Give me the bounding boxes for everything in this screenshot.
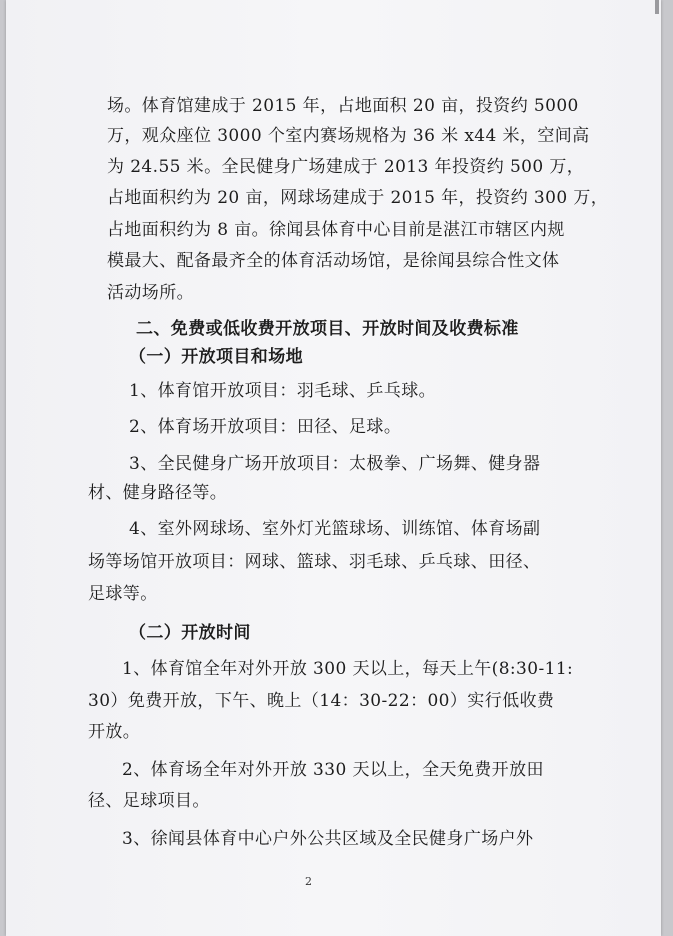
- time-item-2-line-2: 径、足球项目。: [88, 791, 210, 811]
- subsection-heading-2: （二）开放时间: [129, 623, 251, 643]
- time-item-3-line-1: 3、徐闻县体育中心户外公共区域及全民健身广场户外: [122, 829, 534, 849]
- subsection-heading-1: （一）开放项目和场地: [129, 347, 303, 367]
- time-item-1-line-1: 1、体育馆全年对外开放 300 天以上，每天上午(8:30-11:: [122, 659, 574, 679]
- list-item-4-line-2: 场等场馆开放项目：网球、篮球、羽毛球、乒乓球、田径、: [88, 552, 541, 572]
- list-item-4-line-3: 足球等。: [88, 584, 158, 604]
- list-item-3-line-2: 材、健身路径等。: [88, 483, 228, 503]
- list-item-2: 2、体育场开放项目：田径、足球。: [129, 417, 402, 437]
- body-line-7: 活动场所。: [107, 283, 194, 303]
- time-item-2-line-1: 2、体育场全年对外开放 330 天以上，全天免费开放田: [122, 760, 544, 780]
- time-item-1-line-2: 30）免费开放，下午、晚上（14：30-22：00）实行低收费: [88, 691, 555, 711]
- time-item-1-line-3: 开放。: [88, 722, 141, 742]
- body-line-2: 万，观众座位 3000 个室内赛场规格为 36 米 x44 米，空间高: [107, 126, 590, 146]
- body-line-1: 场。体育馆建成于 2015 年，占地面积 20 亩，投资约 5000: [107, 96, 579, 116]
- body-line-6: 模最大、配备最齐全的体育活动场馆，是徐闻县综合性文体: [107, 251, 560, 271]
- list-item-4-line-1: 4、室外网球场、室外灯光篮球场、训练馆、体育场副: [129, 519, 541, 539]
- body-line-4: 占地面积约为 20 亩，网球场建成于 2015 年，投资约 300 万，: [107, 188, 609, 208]
- list-item-1: 1、体育馆开放项目：羽毛球、乒乓球。: [129, 381, 437, 401]
- body-line-3: 为 24.55 米。全民健身广场建成于 2013 年投资约 500 万，: [107, 157, 585, 177]
- section-heading-2: 二、免费或低收费开放项目、开放时间及收费标准: [136, 319, 519, 339]
- body-line-5: 占地面积约为 8 亩。徐闻县体育中心目前是湛江市辖区内规: [107, 220, 565, 240]
- scan-edge-mark: [655, 0, 659, 14]
- page-number: 2: [305, 875, 312, 888]
- document-page: [6, 0, 661, 936]
- list-item-3-line-1: 3、全民健身广场开放项目：太极拳、广场舞、健身器: [129, 454, 541, 474]
